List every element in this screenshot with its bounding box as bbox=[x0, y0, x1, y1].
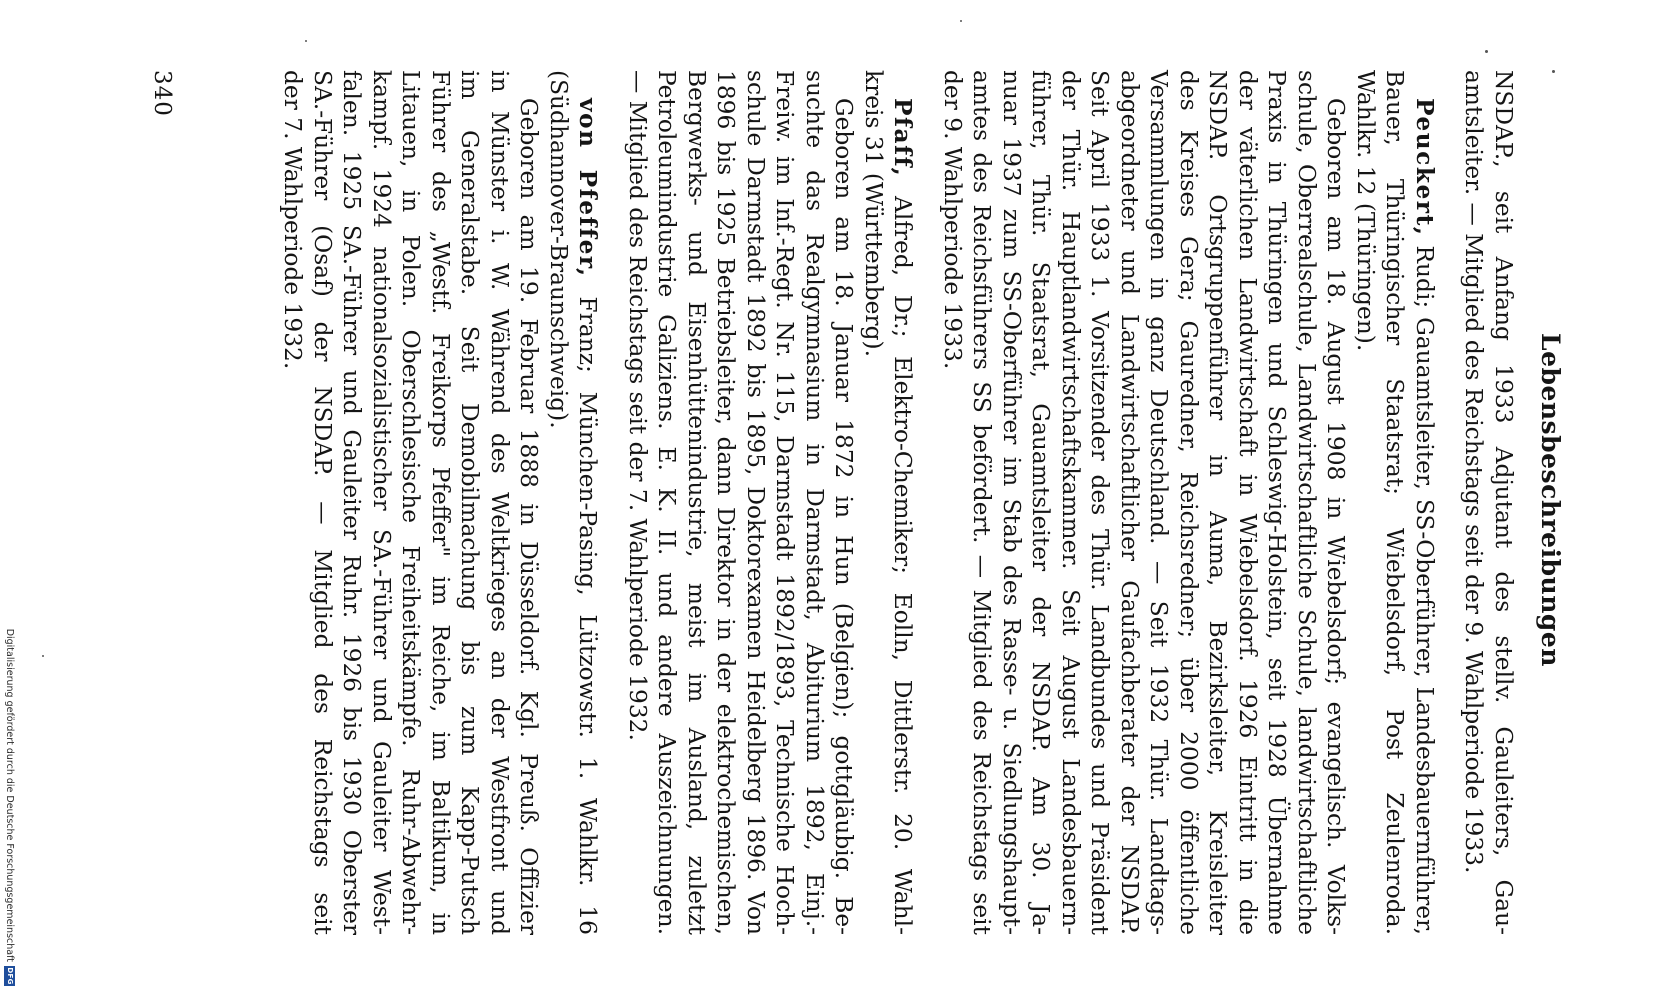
entry-line: Bergwerks- und Eisenhüttenindustrie, meist im Ausland, zuletzt bbox=[683, 70, 710, 935]
credit-text: Digitalisierung gefördert durch die Deutsche Forschungsgemeinschaft bbox=[4, 628, 16, 962]
entry-line: Versammlungen in ganz Deutschland. — Seit 1932 Thür. Landtags- bbox=[1145, 70, 1173, 935]
entry-line: 1896 bis 1925 Betriebsleiter, dann Direktor in der elektrochemischen, bbox=[712, 70, 740, 935]
entry-line: im Generalstabe. Seit Demobilmachung bis zum Kapp-Putsch bbox=[456, 70, 484, 935]
entry-line: Litauen, in Polen. Oberschlesische Freiheitskämpfe. Ruhr-Abwehr- bbox=[397, 70, 425, 935]
entry-line: Rudi; Gauamtsleiter, SS-Oberführer, Landesbauernführer, bbox=[1411, 245, 1438, 935]
entry-line: kreis 31 (Württemberg). bbox=[860, 70, 887, 357]
entry-line: NSDAP., seit Anfang 1933 Adjutant des stellv. Gauleiters, Gau- bbox=[1490, 70, 1517, 935]
entry-line: NSDAP. Ortsgruppenführer in Auma, Bezirksleiter, Kreisleiter bbox=[1204, 70, 1232, 935]
entry-line: Seit April 1933 1. Vorsitzender des Thür. Landbundes und Präsident bbox=[1086, 70, 1114, 935]
page-heading: Lebensbeschreibungen bbox=[1536, 333, 1565, 667]
scan-speck bbox=[305, 40, 307, 42]
entry-line: Geboren am 18. Januar 1872 in Hun (Belgien); gottgläubig. Be- bbox=[830, 98, 858, 935]
entry-line: Wahlkr. 12 (Thüringen). bbox=[1352, 70, 1379, 352]
entry-line: schule Darmstadt 1892 bis 1895, Doktorexamen Heidelberg 1896. Von bbox=[742, 70, 769, 935]
entry-line: — Mitglied des Reichstags seit der 7. Wahlperiode 1932. bbox=[624, 70, 651, 741]
entry-line: der väterlichen Landwirtschaft in Wiebelsdorf. 1926 Eintritt in die bbox=[1234, 70, 1261, 935]
entry-von-pfeffer bbox=[278, 70, 603, 935]
entry-line: der 9. Wahlperiode 1933. bbox=[939, 70, 966, 370]
entry-line: der Thür. Hauptlandwirtschaftskammer. Seit August Landesbauern- bbox=[1057, 70, 1084, 935]
spacer bbox=[603, 70, 623, 935]
entry-name: Peuckert, bbox=[1411, 98, 1438, 237]
entry-name: Pfaff, bbox=[889, 98, 917, 178]
entry-line: Praxis in Thüringen und Schleswig-Holstein, seit 1928 Übernahme bbox=[1263, 70, 1291, 935]
entry-line: abgeordneter und Landwirtschaftlicher Gaufachberater der NSDAP. bbox=[1116, 70, 1143, 935]
entry-line: Geboren am 18. August 1908 in Wiebelsdorf; evangelisch. Volks- bbox=[1322, 98, 1350, 935]
entry-continuation bbox=[1459, 70, 1518, 935]
entry-line: falen. 1925 SA.-Führer und Gauleiter Ruhr. 1926 bis 1930 Oberster bbox=[338, 70, 366, 935]
entry-line: (Südhannover-Braunschweig). bbox=[545, 70, 572, 429]
entry-line: führer, Thür. Staatsrat, Gauamtsleiter der NSDAP. Am 30. Ja- bbox=[1027, 70, 1055, 935]
entry-line: Bauer, Thüringischer Staatsrat; Wiebelsdorf, Post Zeulenroda. bbox=[1381, 70, 1409, 935]
entry-line: schule, Oberrealschule, Landwirtschaftliche Schule, landwirtschaftliche bbox=[1293, 70, 1320, 935]
entry-line: SA.-Führer (Osaf) der NSDAP. — Mitglied des Reichstags seit bbox=[309, 70, 336, 935]
entry-line: amtes des Reichsführers SS befördert. — Mitglied des Reichstags seit bbox=[968, 70, 996, 935]
entry-line: Petroleumindustrie Galiziens. E. K. II. und andere Auszeichnungen. bbox=[653, 70, 681, 935]
digitization-credit bbox=[0, 0, 20, 1000]
page-number: 340 bbox=[149, 70, 175, 117]
entry-line: suchte das Realgymnasium in Darmstadt, Abiturium 1892, Einj.- bbox=[801, 70, 828, 935]
entry-line: der 7. Wahlperiode 1932. bbox=[279, 70, 307, 370]
dfg-logo: DFG bbox=[6, 967, 15, 985]
entry-line: Franz; München-Pasing, Lützowstr. 1. Wahlkr. 16 bbox=[574, 296, 602, 935]
entries-column bbox=[278, 70, 1518, 935]
entry-line: des Kreises Gera; Gauredner, Reichsredner; über 2000 öffentliche bbox=[1175, 70, 1202, 935]
spacer bbox=[1439, 70, 1459, 935]
entry-line: Führer des „Westf. Freikorps Pfeffer" im Reiche, im Baltikum, in bbox=[427, 70, 454, 935]
entry-line: kampf. 1924 nationalsozialistischer SA.-Führer und Gauleiter West- bbox=[368, 70, 395, 935]
spacer bbox=[918, 70, 938, 935]
scan-speck bbox=[42, 655, 44, 657]
entry-line: amtsleiter. — Mitglied des Reichstags seit der 9. Wahlperiode 1933. bbox=[1460, 70, 1488, 874]
scan-speck bbox=[1485, 50, 1488, 53]
entry-line: Alfred, Dr.; Elektro-Chemiker; Eolln, Dittlerstr. 20. Wahl- bbox=[889, 196, 917, 935]
entry-line: nuar 1937 zum SS-Oberführer im Stab des Rasse- u. Siedlungshaupt- bbox=[998, 70, 1025, 935]
entry-line: Freiw. im Inf.-Regt. Nr. 115, Darmstadt 1892/1893, Technische Hoch- bbox=[771, 70, 799, 935]
entry-pfaff bbox=[623, 70, 918, 935]
entry-name: von Pfeffer, bbox=[574, 98, 602, 278]
entry-line: Geboren am 19. Februar 1888 in Düsseldorf. Kgl. Preuß. Offizier bbox=[515, 98, 543, 935]
entry-line: in Münster i. W. Während des Weltkrieges an der Westfront und bbox=[486, 70, 513, 935]
scan-speck bbox=[1552, 70, 1555, 73]
scan-speck bbox=[960, 20, 962, 22]
entry-peuckert bbox=[938, 70, 1440, 935]
